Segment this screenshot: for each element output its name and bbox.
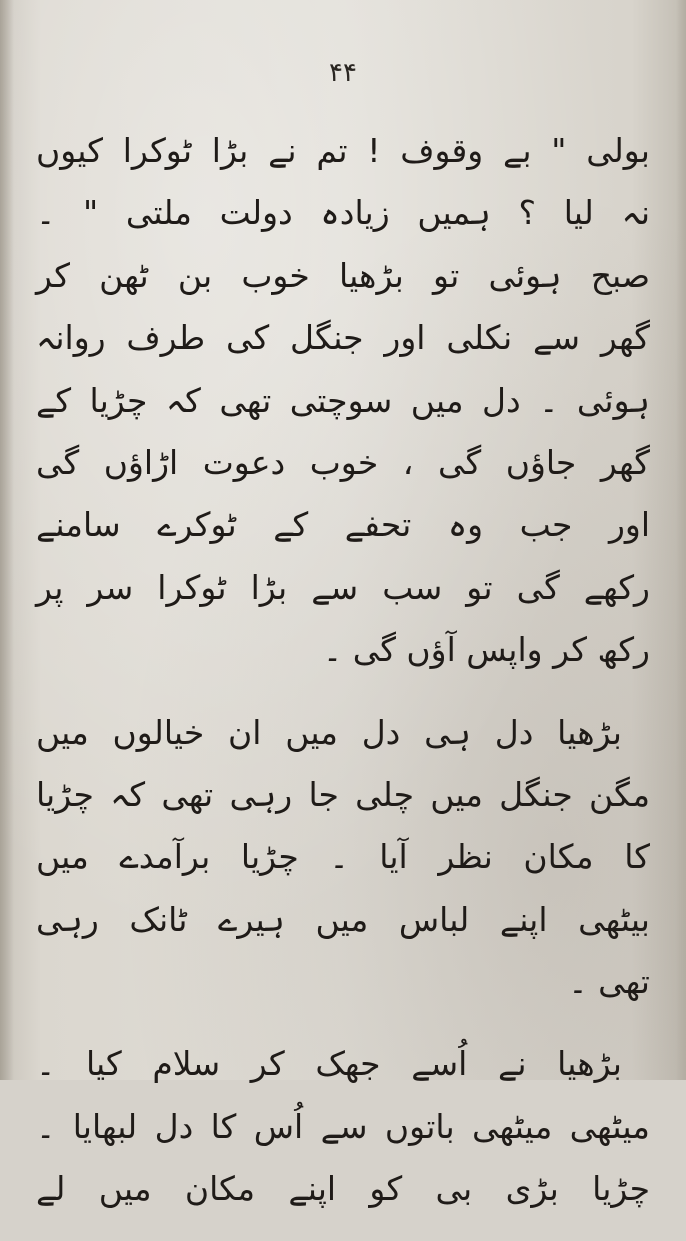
text-line: بولی " بے وقوف ! تم نے بڑا ٹوکرا کیوں — [36, 131, 650, 170]
text-line: صبح ہوئی تو بڑھیا خوب بن ٹھن کر — [36, 255, 650, 295]
text-line: رکھے گی تو سب سے بڑا ٹوکرا سر پر — [36, 567, 650, 607]
text-line: گھر سے نکلی اور جنگل کی طرف روانہ — [36, 318, 650, 358]
text-line: چڑیا بڑی بی کو اپنے مکان میں لے — [36, 1169, 650, 1209]
text-line: بڑھیا دل ہی دل میں ان خیالوں میں — [36, 712, 622, 752]
text-line: میٹھی میٹھی باتوں سے اُس کا دل لبھایا ۔ — [36, 1106, 650, 1146]
page-body-text — [36, 120, 650, 1241]
text-line: گھر جاؤں گی ، خوب دعوت اڑاؤں گی — [36, 442, 650, 482]
paragraph-3 — [36, 1033, 650, 1220]
paragraph-1 — [36, 120, 650, 682]
text-line: کا مکان نظر آیا ۔ چڑیا برآمدے میں — [36, 837, 650, 877]
text-line: نہ لیا ؟ ہمیں زیادہ دولت ملتی " ۔ — [36, 193, 650, 233]
page-right-edge-shadow — [676, 0, 686, 1080]
text-line: مگن جنگل میں چلی جا رہی تھی کہ چڑیا — [36, 774, 650, 814]
text-line: ہوئی ۔ دل میں سوچتی تھی کہ چڑیا کے — [36, 380, 650, 420]
text-line: اور جب وہ تحفے کے ٹوکرے سامنے — [36, 505, 650, 545]
page-left-edge-shadow — [0, 0, 14, 1080]
text-line: بیٹھی اپنے لباس میں ہیرے ٹانک رہی — [36, 899, 650, 939]
text-line: رکھ کر واپس آؤں گی ۔ — [322, 630, 650, 670]
page-number: ۴۴ — [329, 58, 357, 88]
text-line: بڑھیا نے اُسے جھک کر سلام کیا ۔ — [36, 1044, 622, 1084]
paragraph-2 — [36, 702, 650, 1014]
text-line: تھی ۔ — [568, 962, 650, 1002]
